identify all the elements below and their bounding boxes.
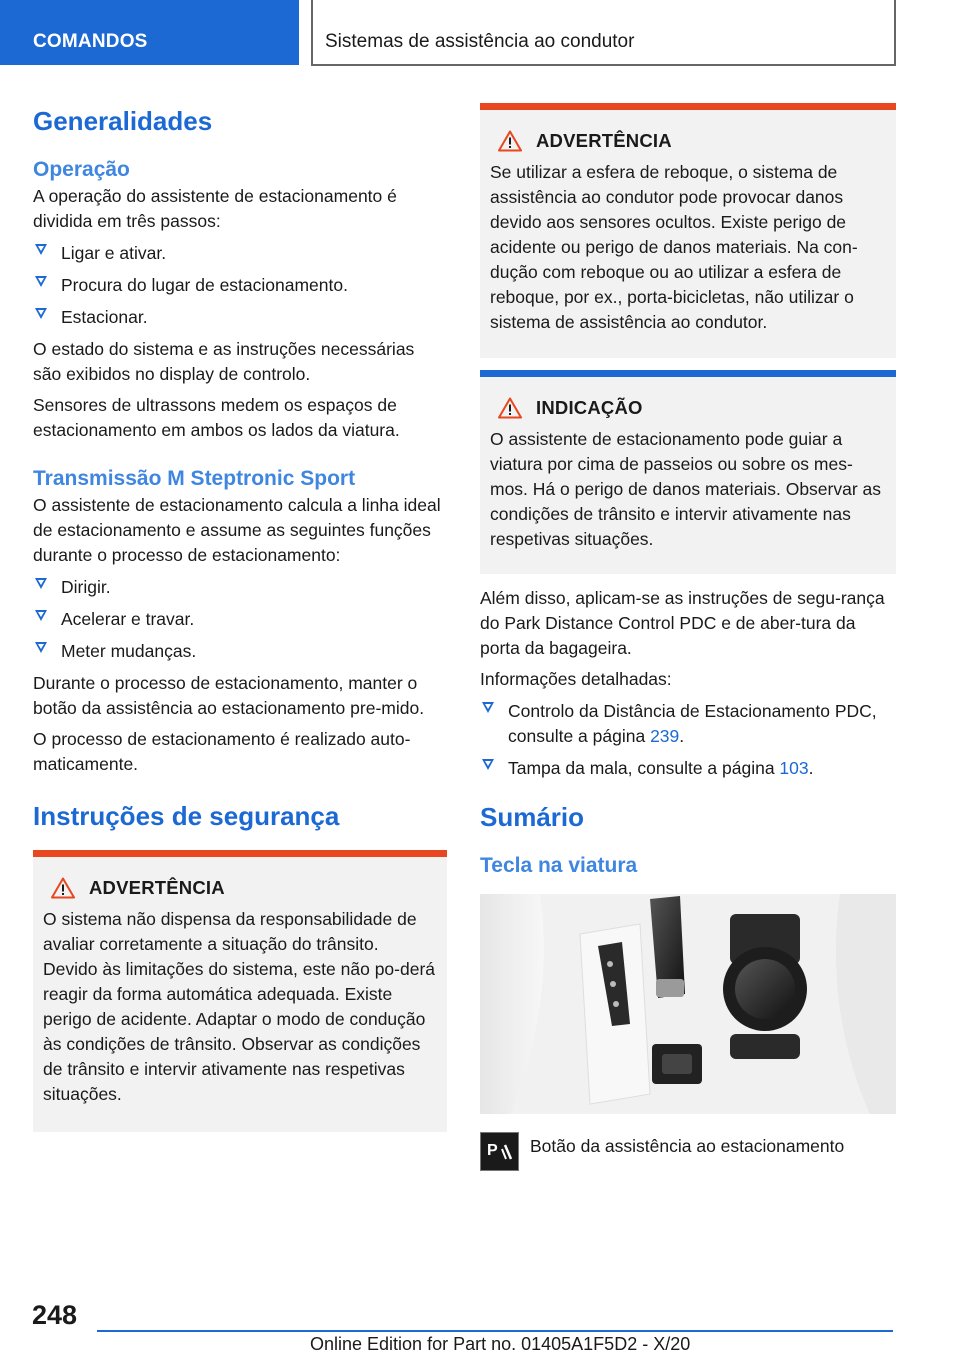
- warning-text: O sistema não dispensa da responsabilidade de avaliar corretamente a situação do trânsito. Devido às limitações do sistema, este não po-derá reagir da forma automática adequada. Existe perigo de acidente. Adaptar o modo de condução às condições de trânsito. Observar as condições de trânsito e intervir ativamente nas respetivas situações.: [43, 909, 436, 1104]
- heading-tecla: Tecla na viatura: [480, 854, 638, 877]
- list-item: Tampa da mala, consulte a página 103.: [480, 756, 896, 781]
- left-column: [33, 100, 447, 1132]
- note-title: INDICAÇÃO: [536, 397, 643, 418]
- steps-list: [33, 241, 447, 330]
- caption-row: [480, 1132, 896, 1171]
- heading-generalidades: Generalidades: [33, 106, 213, 136]
- paragraph-durante: Durante o processo de estacionamento, manter o botão da assistência ao estacionamento pre-mido.: [33, 673, 425, 718]
- page-number: 248: [32, 1300, 78, 1330]
- list-item: Dirigir.: [33, 575, 447, 600]
- list-item: Estacionar.: [33, 305, 447, 330]
- paragraph-transmissao: O assistente de estacionamento calcula a linha ideal de estacionamento e assume as seguintes funções durante o processo de estacionamento:: [33, 495, 441, 565]
- list-item: Ligar e ativar.: [33, 241, 447, 266]
- caption-text: Botão da assistência ao estacionamento: [530, 1136, 845, 1156]
- triangle-bullet-icon: [35, 244, 47, 255]
- heading-seguranca: Instruções de segurança: [33, 801, 340, 831]
- paragraph-processo: O processo de estacionamento é realizado auto-maticamente.: [33, 729, 411, 774]
- list-item: Procura do lugar de estacionamento.: [33, 273, 447, 298]
- right-column: [480, 103, 896, 1171]
- footer-line: [97, 1330, 893, 1332]
- heading-transmissao: Transmissão M Steptronic Sport: [33, 467, 356, 490]
- page-link-103[interactable]: 103: [779, 758, 809, 778]
- section-label: COMANDOS: [33, 31, 148, 52]
- paragraph-info: Informações detalhadas:: [480, 669, 672, 689]
- triangle-bullet-icon: [35, 642, 47, 653]
- list-item: Meter mudanças.: [33, 639, 447, 664]
- footer-edition: Online Edition for Part no. 01405A1F5D2 - X/20: [310, 1334, 691, 1354]
- warning-text: Se utilizar a esfera de reboque, o sistema de assistência ao condutor pode provocar danos devido aos sensores ocultos. Existe perigo de acidente ou perigo de danos materiais. Na con-dução com reboque ou ao utilizar a esfera de reboque, por ex., porta-bicicletas, não utilizar o sistema de assistência ao condutor.: [490, 162, 858, 332]
- header-underline: [311, 64, 896, 66]
- header-divider-right: [894, 0, 896, 65]
- info-triangle-icon: [498, 397, 522, 419]
- list-item: Acelerar e travar.: [33, 607, 447, 632]
- warning-triangle-icon: [498, 130, 522, 152]
- triangle-bullet-icon: [35, 578, 47, 589]
- warning-triangle-icon: [51, 877, 75, 899]
- heading-sumario: Sumário: [480, 802, 585, 832]
- note-box: [480, 370, 896, 574]
- center-console-illustration: [480, 894, 896, 1114]
- chapter-title: Sistemas de assistência ao condutor: [325, 31, 635, 52]
- header-divider-left: [311, 0, 313, 65]
- triangle-bullet-icon: [482, 759, 494, 770]
- triangle-bullet-icon: [35, 610, 47, 621]
- warning-title: ADVERTÊNCIA: [89, 877, 225, 898]
- paragraph-alem: Além disso, aplicam-se as instruções de segu-rança do Park Distance Control PDC e de aber-tura da porta da bagageira.: [480, 588, 885, 658]
- section-tab: [0, 0, 299, 65]
- triangle-bullet-icon: [35, 276, 47, 287]
- refs-list: [480, 699, 896, 781]
- heading-operacao: Operação: [33, 158, 130, 181]
- parking-assistant-button-icon: P: [480, 1132, 519, 1171]
- sensor-waves-icon: [481, 1133, 517, 1169]
- paragraph-sensores: Sensores de ultrassons medem os espaços de estacionamento em ambos os lados da viatura.: [33, 395, 400, 440]
- warning-title: ADVERTÊNCIA: [536, 130, 672, 151]
- warning-box-2: [480, 103, 896, 358]
- list-item: Controlo da Distância de Estacionamento PDC, consulte a página 239.: [480, 699, 896, 749]
- paragraph-operacao: A operação do assistente de estacionamento é dividida em três passos:: [33, 186, 397, 231]
- paragraph-estado: O estado do sistema e as instruções necessárias são exibidos no display de controlo.: [33, 339, 415, 384]
- center-console-photo: [480, 894, 896, 1114]
- note-text: O assistente de estacionamento pode guiar a viatura por cima de passeios ou sobre os mes-mos. Há o perigo de danos materiais. Observar as condições de trânsito e intervir ativamente nas respetivas situações.: [490, 429, 882, 549]
- page-link-239[interactable]: 239: [650, 726, 680, 746]
- warning-box-1: [33, 850, 447, 1132]
- functions-list: [33, 575, 447, 664]
- triangle-bullet-icon: [482, 702, 494, 713]
- triangle-bullet-icon: [35, 308, 47, 319]
